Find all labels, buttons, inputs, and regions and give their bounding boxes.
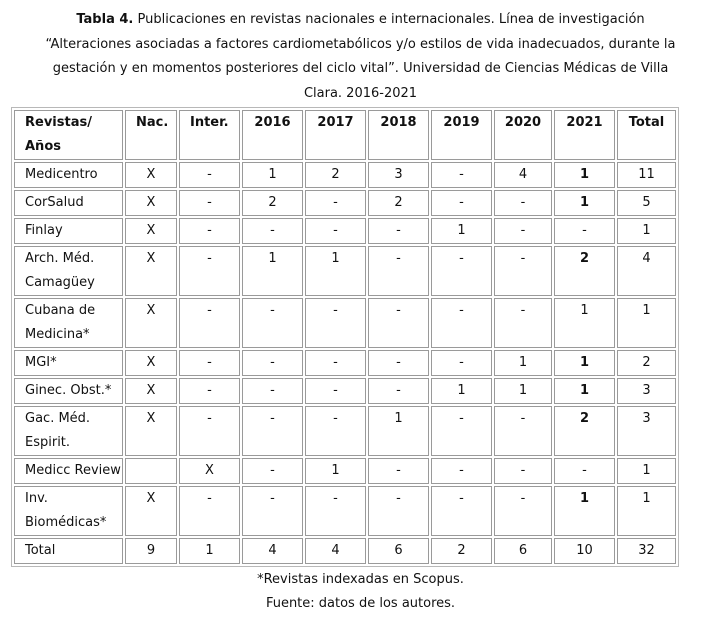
- caption-label: Tabla 4.: [76, 12, 134, 27]
- table-body: [14, 110, 676, 564]
- header-journal-line-1: Revistas/: [25, 115, 92, 130]
- table-cell: X: [125, 218, 177, 244]
- header-cell: 2016: [242, 110, 303, 160]
- header-cell: 2020: [494, 110, 552, 160]
- journal-name: Medicina*: [25, 327, 90, 342]
- journal-name: CorSalud: [25, 195, 84, 210]
- table-cell: [125, 458, 177, 484]
- header-journal-line-2: Años: [25, 139, 61, 154]
- journal-name: Cubana de: [25, 303, 96, 318]
- total-label: Total: [14, 538, 123, 564]
- table-cell: 1: [494, 378, 552, 404]
- table-cell: -: [242, 486, 303, 536]
- table-cell: 2: [554, 406, 615, 456]
- table-wrapper: [11, 107, 679, 567]
- total-cell: 10: [554, 538, 615, 564]
- journal-name: Inv.: [25, 491, 48, 506]
- table-cell: 1: [617, 298, 676, 348]
- table-cell: 1: [242, 162, 303, 188]
- table-cell: -: [179, 350, 240, 376]
- table-cell: 3: [617, 406, 676, 456]
- table-row: [14, 298, 676, 348]
- table-cell: -: [242, 218, 303, 244]
- journal-name: Espirit.: [25, 435, 71, 450]
- journal-name-cell: [14, 246, 123, 296]
- table-cell: -: [494, 298, 552, 348]
- table-cell: 1: [554, 350, 615, 376]
- journal-name: Finlay: [25, 223, 63, 238]
- journal-name-cell: [14, 458, 123, 484]
- table-cell: -: [179, 218, 240, 244]
- table-cell: X: [125, 350, 177, 376]
- caption-line-4: Clara. 2016-2021: [303, 85, 418, 101]
- table-row: [14, 486, 676, 536]
- table-cell: 2: [242, 190, 303, 216]
- journal-name-cell: [14, 298, 123, 348]
- publications-table: [11, 107, 679, 567]
- table-cell: -: [179, 190, 240, 216]
- total-row: [14, 538, 676, 564]
- table-cell: -: [494, 486, 552, 536]
- journal-name-cell: [14, 406, 123, 456]
- table-cell: 5: [617, 190, 676, 216]
- table-cell: 1: [305, 458, 366, 484]
- table-cell: 1: [554, 486, 615, 536]
- table-cell: 1: [554, 298, 615, 348]
- table-cell: X: [125, 162, 177, 188]
- table-cell: 11: [617, 162, 676, 188]
- table-row: [14, 406, 676, 456]
- journal-name: Camagüey: [25, 275, 95, 290]
- table-cell: -: [242, 378, 303, 404]
- table-cell: 1: [431, 378, 492, 404]
- total-cell: 2: [431, 538, 492, 564]
- table-cell: -: [305, 406, 366, 456]
- table-cell: 1: [617, 218, 676, 244]
- table-cell: 1: [554, 378, 615, 404]
- table-cell: -: [431, 190, 492, 216]
- table-cell: -: [305, 218, 366, 244]
- table-cell: 1: [242, 246, 303, 296]
- table-row: [14, 350, 676, 376]
- table-cell: 4: [617, 246, 676, 296]
- total-cell: 4: [305, 538, 366, 564]
- table-cell: 1: [494, 350, 552, 376]
- table-cell: X: [125, 246, 177, 296]
- header-cell: Inter.: [179, 110, 240, 160]
- journal-name: Arch. Méd.: [25, 251, 95, 266]
- table-cell: -: [431, 162, 492, 188]
- table-cell: -: [368, 378, 429, 404]
- caption-text-1: Publicaciones en revistas nacionales e internacionales. Línea de investigación: [137, 12, 645, 27]
- table-cell: -: [494, 218, 552, 244]
- table-cell: X: [125, 378, 177, 404]
- table-cell: 2: [554, 246, 615, 296]
- header-cell: 2018: [368, 110, 429, 160]
- table-row: [14, 218, 676, 244]
- table-cell: -: [242, 406, 303, 456]
- table-cell: -: [494, 246, 552, 296]
- table-cell: 1: [368, 406, 429, 456]
- table-cell: X: [125, 486, 177, 536]
- table-cell: -: [368, 486, 429, 536]
- journal-name: Medicentro: [25, 167, 98, 182]
- table-cell: -: [494, 406, 552, 456]
- table-cell: 1: [617, 458, 676, 484]
- table-cell: -: [179, 162, 240, 188]
- table-cell: -: [179, 378, 240, 404]
- caption-line-2: “Alteraciones asociadas a factores cardiometabólicos y/o estilos de vida inadecuados, durante la: [45, 36, 676, 52]
- table-cell: -: [368, 246, 429, 296]
- table-row: [14, 246, 676, 296]
- journal-name: Biomédicas*: [25, 515, 107, 530]
- table-cell: -: [179, 298, 240, 348]
- table-cell: -: [431, 298, 492, 348]
- table-cell: -: [554, 218, 615, 244]
- table-cell: 1: [305, 246, 366, 296]
- table-cell: -: [179, 406, 240, 456]
- table-cell: -: [368, 298, 429, 348]
- header-cell: Nac.: [125, 110, 177, 160]
- table-cell: -: [305, 486, 366, 536]
- table-cell: -: [431, 486, 492, 536]
- table-cell: -: [242, 298, 303, 348]
- table-cell: 2: [305, 162, 366, 188]
- table-cell: X: [125, 298, 177, 348]
- journal-name-cell: [14, 378, 123, 404]
- table-cell: X: [179, 458, 240, 484]
- total-cell: 6: [494, 538, 552, 564]
- table-cell: -: [554, 458, 615, 484]
- table-cell: -: [494, 458, 552, 484]
- table-cell: 2: [368, 190, 429, 216]
- caption-line-3: gestación y en momentos posteriores del ciclo vital”. Universidad de Ciencias Médicas de Villa: [52, 61, 669, 76]
- header-cell: Total: [617, 110, 676, 160]
- source-note: Fuente: datos de los autores.: [265, 596, 456, 611]
- header-cell: 2021: [554, 110, 615, 160]
- table-cell: -: [431, 350, 492, 376]
- table-cell: -: [368, 218, 429, 244]
- table-row: [14, 190, 676, 216]
- table-cell: 4: [494, 162, 552, 188]
- table-cell: -: [368, 458, 429, 484]
- table-cell: -: [305, 298, 366, 348]
- total-cell: 6: [368, 538, 429, 564]
- table-cell: X: [125, 406, 177, 456]
- table-cell: 1: [617, 486, 676, 536]
- journal-name: Gac. Méd.: [25, 411, 91, 426]
- table-cell: -: [179, 246, 240, 296]
- table-cell: -: [305, 378, 366, 404]
- journal-name-cell: [14, 350, 123, 376]
- table-cell: -: [242, 458, 303, 484]
- journal-name-cell: [14, 218, 123, 244]
- table-cell: 1: [431, 218, 492, 244]
- journal-name-cell: [14, 190, 123, 216]
- table-cell: -: [431, 458, 492, 484]
- header-cell: 2017: [305, 110, 366, 160]
- table-cell: -: [494, 190, 552, 216]
- journal-name-cell: [14, 162, 123, 188]
- table-cell: -: [242, 350, 303, 376]
- total-cell: 1: [179, 538, 240, 564]
- table-cell: -: [305, 350, 366, 376]
- table-cell: X: [125, 190, 177, 216]
- table-row: [14, 458, 676, 484]
- header-cell: 2019: [431, 110, 492, 160]
- caption-line-1: [0, 8, 721, 33]
- table-row: [14, 162, 676, 188]
- table-cell: -: [431, 406, 492, 456]
- table-cell: 3: [368, 162, 429, 188]
- journal-name: Medicc Review: [25, 463, 121, 478]
- table-cell: 1: [554, 190, 615, 216]
- table-cell: -: [431, 246, 492, 296]
- table-caption: [0, 8, 721, 106]
- table-cell: 1: [554, 162, 615, 188]
- table-row: [14, 378, 676, 404]
- table-cell: 3: [617, 378, 676, 404]
- total-cell: 4: [242, 538, 303, 564]
- table-cell: -: [305, 190, 366, 216]
- table-cell: 2: [617, 350, 676, 376]
- journal-name: MGI*: [25, 355, 57, 370]
- total-cell: 32: [617, 538, 676, 564]
- header-row: [14, 110, 676, 160]
- footnote: *Revistas indexadas en Scopus.: [257, 572, 464, 587]
- table-cell: -: [368, 350, 429, 376]
- journal-name: Ginec. Obst.*: [25, 383, 112, 398]
- journal-name-cell: [14, 486, 123, 536]
- header-journal: [14, 110, 123, 160]
- total-cell: 9: [125, 538, 177, 564]
- table-cell: -: [179, 486, 240, 536]
